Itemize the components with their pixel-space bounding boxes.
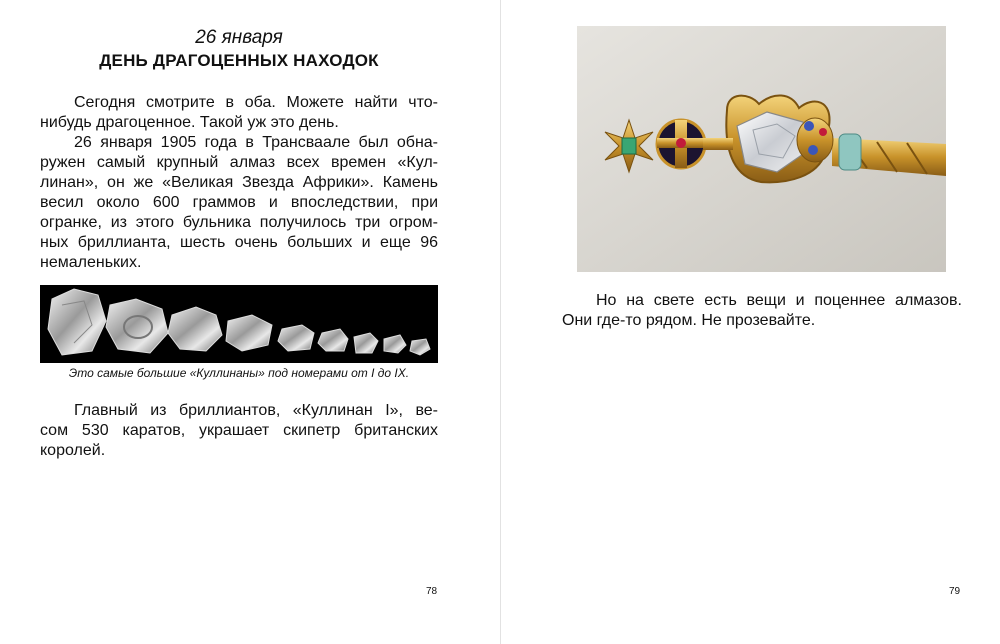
text-line: немаленьких. <box>40 254 142 271</box>
figure-caption: Это самые большие «Куллинаны» под номерами от I до IX. <box>68 366 410 380</box>
text-line: Главный из бриллиантов, «Куллинан I», ве- <box>74 402 438 419</box>
text-line: весил около 600 граммов и впоследствии, при <box>40 194 438 211</box>
text-line: королей. <box>40 442 106 459</box>
text-line: огранке, из этого бульника получилось три огром- <box>40 214 438 231</box>
text-line: Но на свете есть вещи и поценнее алмазов. <box>596 292 962 309</box>
closing-text <box>562 291 962 331</box>
text-line: Сегодня смотрите в оба. Можете найти что- <box>74 94 438 111</box>
diamonds-photo <box>40 285 438 363</box>
text-line: линан», он же «Великая Звезда Африки». Камень <box>40 174 438 191</box>
diamond-V <box>278 325 314 351</box>
page-date: 26 января <box>195 27 283 48</box>
text-line: сом 530 каратов, украшает скипетр британских <box>40 422 438 439</box>
main-diamond-text <box>40 401 438 461</box>
text-line: ружен самый крупный алмаз всех времен «Кул- <box>40 154 438 171</box>
page-heading: ДЕНЬ ДРАГОЦЕННЫХ НАХОДОК <box>99 51 379 70</box>
scepter-photo <box>577 26 946 272</box>
intro-text <box>40 93 438 273</box>
text-line: 26 января 1905 года в Трансваале был обна- <box>74 134 438 151</box>
text-line: нибудь драгоценное. Такой уж это день. <box>40 114 339 131</box>
text-line: ных бриллианта, шесть очень больших и еще 96 <box>40 234 438 251</box>
page-number: 79 <box>949 586 961 597</box>
text-line: Они где-то рядом. Не прозевайте. <box>562 312 816 329</box>
page-number: 78 <box>426 586 438 597</box>
